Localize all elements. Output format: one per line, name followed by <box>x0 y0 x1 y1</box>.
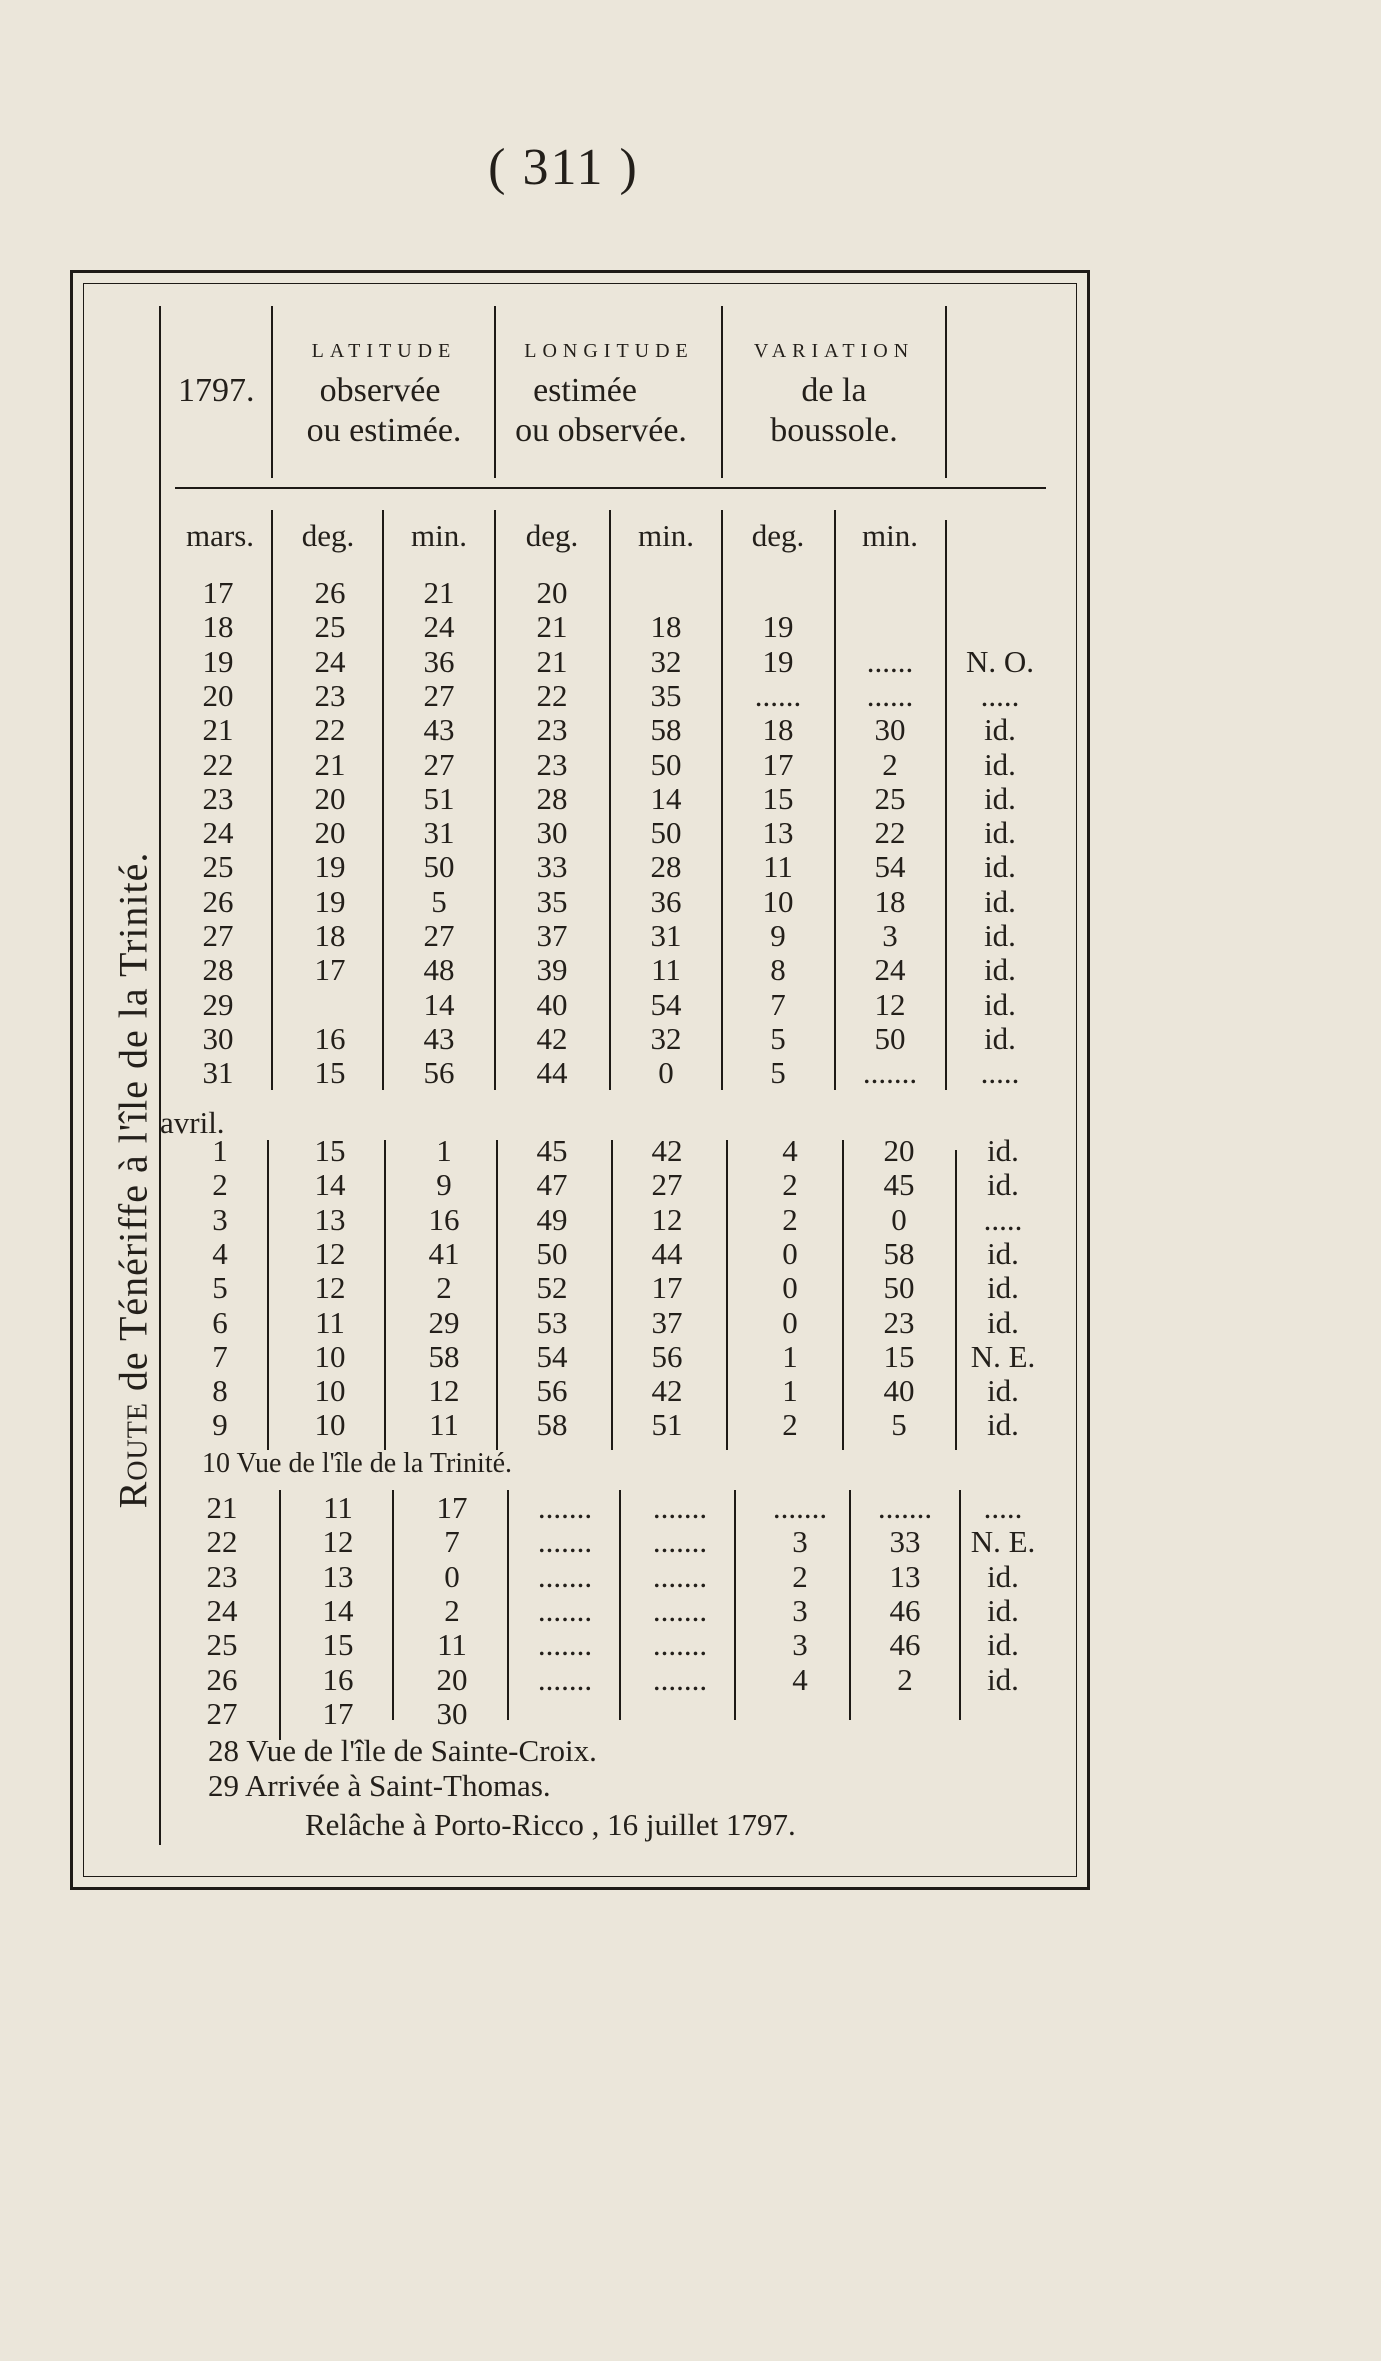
table-cell: 22 <box>874 815 906 851</box>
table-cell: 33 <box>889 1524 921 1560</box>
table-cell: 21 <box>206 1490 238 1525</box>
table-cell: 24 <box>314 643 346 679</box>
table-cell: 18 <box>314 918 346 953</box>
table-cell: id. <box>987 1627 1019 1663</box>
table-cell: 30 <box>874 712 906 748</box>
note-saint-thomas: 29 Arrivée à Saint-Thomas. <box>208 1768 551 1803</box>
table-cell: 15 <box>883 1338 915 1374</box>
table-cell: 4 <box>792 1661 808 1697</box>
table-cell: 53 <box>536 1304 568 1340</box>
year-header: 1797. <box>178 372 255 409</box>
table-cell: 3 <box>212 1201 228 1237</box>
table-cell: 9 <box>770 918 786 953</box>
table-cell: 2 <box>444 1592 460 1628</box>
table-cell: 50 <box>536 1235 568 1271</box>
latitude-header-line3: ou estimée. <box>306 412 462 449</box>
unit-deg-latitude: deg. <box>301 518 355 553</box>
table-cell: 14 <box>314 1167 346 1203</box>
table-cell: 5 <box>770 1020 786 1056</box>
table-cell: 6 <box>212 1304 228 1340</box>
longitude-header-line2: estimée <box>533 372 637 409</box>
table-cell: 22 <box>536 677 568 713</box>
table-cell: 47 <box>536 1167 568 1203</box>
table-cell: 8 <box>212 1373 228 1409</box>
table-cell: 13 <box>322 1558 354 1594</box>
table-cell: ....... <box>877 1490 933 1525</box>
table-cell: 14 <box>423 986 455 1022</box>
table-cell: 17 <box>314 952 346 988</box>
table-cell: 1 <box>212 1133 228 1168</box>
table-cell: ...... <box>866 643 914 679</box>
table-cell: 51 <box>651 1407 683 1443</box>
page-number: ( 311 ) <box>488 139 639 196</box>
table-cell: 23 <box>536 712 568 748</box>
table-cell: 13 <box>762 815 794 851</box>
table-cell: 21 <box>423 575 455 610</box>
table-cell: 10 <box>762 883 794 919</box>
table-cell: 5 <box>212 1270 228 1306</box>
table-cell: 30 <box>536 815 568 851</box>
table-cell: 44 <box>536 1055 568 1091</box>
table-cell: id. <box>984 746 1016 782</box>
table-cell: id. <box>984 986 1016 1022</box>
table-cell: 21 <box>536 609 568 645</box>
table-cell: ....... <box>652 1490 708 1525</box>
table-cell: 10 <box>314 1407 346 1443</box>
table-cell: 10 <box>314 1338 346 1374</box>
table-cell: 45 <box>883 1167 915 1203</box>
table-cell: ....... <box>537 1524 593 1560</box>
table-cell: 20 <box>202 677 234 713</box>
route-side-title <box>110 852 157 1509</box>
table-cell: 0 <box>444 1558 460 1594</box>
table-cell: 4 <box>212 1235 228 1271</box>
table-cell: ....... <box>652 1627 708 1663</box>
table-cell: id. <box>987 1270 1019 1306</box>
table-cell: 20 <box>883 1133 915 1168</box>
table-cell: 27 <box>423 677 455 713</box>
table-cell: 37 <box>651 1304 683 1340</box>
table-cell: ....... <box>537 1490 593 1525</box>
table-cell: id. <box>987 1304 1019 1340</box>
table-cell: 58 <box>428 1338 460 1374</box>
table-cell: 48 <box>423 952 455 988</box>
table-cell: id. <box>984 712 1016 748</box>
table-cell: 4 <box>782 1133 798 1168</box>
table-cell: 7 <box>770 986 786 1022</box>
table-cell: 20 <box>436 1661 468 1697</box>
table-cell: 16 <box>428 1201 460 1237</box>
table-cell: 11 <box>429 1407 459 1443</box>
table-cell: ...... <box>754 677 802 713</box>
table-cell: 23 <box>314 677 346 713</box>
table-cell: 1 <box>782 1338 798 1374</box>
table-cell: 21 <box>536 643 568 679</box>
table-cell: 32 <box>650 1020 682 1056</box>
table-cell: id. <box>984 1020 1016 1056</box>
table-cell: 7 <box>444 1524 460 1560</box>
table-cell: id. <box>984 952 1016 988</box>
table-cell: 44 <box>651 1235 683 1271</box>
table-cell: 52 <box>536 1270 568 1306</box>
table-cell: ....... <box>537 1661 593 1697</box>
latitude-header-line2: observée <box>319 372 441 409</box>
variation-header-line3: boussole. <box>770 412 898 449</box>
table-cell: 27 <box>202 918 234 953</box>
table-cell: N. E. <box>970 1338 1036 1374</box>
table-cell: ....... <box>652 1661 708 1697</box>
note-sainte-croix: 28 Vue de l'île de Sainte-Croix. <box>208 1733 597 1768</box>
table-cell: id. <box>984 918 1016 953</box>
table-cell: 12 <box>874 986 906 1022</box>
table-cell: 8 <box>770 952 786 988</box>
table-cell: id. <box>987 1373 1019 1409</box>
table-cell: 56 <box>536 1373 568 1409</box>
table-cell: 17 <box>202 575 234 610</box>
table-cell: 33 <box>536 849 568 885</box>
table-cell: 56 <box>423 1055 455 1091</box>
table-cell: 19 <box>762 609 794 645</box>
table-cell: 50 <box>423 849 455 885</box>
table-cell: 14 <box>322 1592 354 1628</box>
table-cell: 45 <box>536 1133 568 1168</box>
table-cell: 54 <box>536 1338 568 1374</box>
table-cell: 0 <box>891 1201 907 1237</box>
table-cell: 36 <box>423 643 455 679</box>
table-cell: 25 <box>874 780 906 816</box>
table-cell: 29 <box>202 986 234 1022</box>
table-cell: 1 <box>436 1133 452 1168</box>
table-cell: 3 <box>792 1592 808 1628</box>
table-cell: ..... <box>983 1490 1023 1525</box>
table-cell: ....... <box>652 1592 708 1628</box>
unit-deg-longitude: deg. <box>525 518 579 553</box>
table-cell: 49 <box>536 1201 568 1237</box>
table-cell: ..... <box>980 1055 1020 1091</box>
table-cell: 20 <box>314 780 346 816</box>
variation-header-title: VARIATION <box>753 340 915 362</box>
table-cell: 42 <box>536 1020 568 1056</box>
table-cell: 3 <box>792 1627 808 1663</box>
month-label-avril: avril. <box>160 1105 225 1140</box>
table-cell: 19 <box>762 643 794 679</box>
table-cell: id. <box>984 849 1016 885</box>
table-cell: 15 <box>322 1627 354 1663</box>
table-cell: 56 <box>651 1338 683 1374</box>
table-cell: 46 <box>889 1627 921 1663</box>
table-cell: id. <box>987 1133 1019 1168</box>
table-cell: 0 <box>658 1055 674 1091</box>
table-cell: 42 <box>651 1133 683 1168</box>
table-cell: 27 <box>651 1167 683 1203</box>
table-cell: 15 <box>314 1055 346 1091</box>
table-cell: 21 <box>202 712 234 748</box>
table-cell: 18 <box>202 609 234 645</box>
route-side-title-rest: de Ténériffe à l'île de la Trinité. <box>110 851 156 1403</box>
table-cell: 23 <box>883 1304 915 1340</box>
table-cell: ..... <box>980 677 1020 713</box>
table-cell: 30 <box>202 1020 234 1056</box>
table-cell: 58 <box>650 712 682 748</box>
table-cell: 23 <box>202 780 234 816</box>
table-cell: 20 <box>314 815 346 851</box>
table-cell: 41 <box>428 1235 460 1271</box>
table-cell: 5 <box>431 883 447 919</box>
longitude-header-line3: ou observée. <box>515 412 687 449</box>
table-cell: 12 <box>651 1201 683 1237</box>
table-cell: ....... <box>537 1627 593 1663</box>
table-cell: 13 <box>314 1201 346 1237</box>
table-cell: id. <box>987 1558 1019 1594</box>
table-cell: ...... <box>866 677 914 713</box>
footer-relache: Relâche à Porto-Ricco , 16 juillet 1797. <box>305 1807 796 1842</box>
table-cell: 35 <box>536 883 568 919</box>
table-cell: 17 <box>651 1270 683 1306</box>
table-cell: 28 <box>650 849 682 885</box>
table-cell: 28 <box>536 780 568 816</box>
table-cell: id. <box>984 883 1016 919</box>
table-cell: 3 <box>792 1524 808 1560</box>
table-cell: 26 <box>206 1661 238 1697</box>
table-cell: 23 <box>536 746 568 782</box>
table-cell: 35 <box>650 677 682 713</box>
table-cell: 25 <box>314 609 346 645</box>
table-cell: 17 <box>322 1695 354 1731</box>
table-cell: 50 <box>650 815 682 851</box>
table-cell: 29 <box>428 1304 460 1340</box>
table-cell: ....... <box>862 1055 918 1091</box>
table-cell: 11 <box>437 1627 467 1663</box>
table-cell: 2 <box>212 1167 228 1203</box>
table-cell: 26 <box>314 575 346 610</box>
table-cell: ....... <box>652 1524 708 1560</box>
table-cell: 5 <box>891 1407 907 1443</box>
table-cell: 0 <box>782 1270 798 1306</box>
table-cell: 17 <box>762 746 794 782</box>
table-cell: id. <box>987 1235 1019 1271</box>
table-cell: id. <box>987 1592 1019 1628</box>
table-cell: 11 <box>315 1304 345 1340</box>
table-cell: 13 <box>889 1558 921 1594</box>
table-cell: 24 <box>874 952 906 988</box>
table-cell: 51 <box>423 780 455 816</box>
table-cell: id. <box>987 1661 1019 1697</box>
table-cell: N. O. <box>965 643 1035 679</box>
unit-deg-variation: deg. <box>751 518 805 553</box>
table-cell: 39 <box>536 952 568 988</box>
table-cell: 15 <box>314 1133 346 1168</box>
table-cell: 22 <box>206 1524 238 1560</box>
table-cell: 19 <box>314 883 346 919</box>
table-cell: 2 <box>782 1167 798 1203</box>
table-cell: 25 <box>206 1627 238 1663</box>
month-label-mars: mars. <box>185 518 255 553</box>
table-cell: 0 <box>782 1235 798 1271</box>
table-cell: 2 <box>882 746 898 782</box>
table-cell: 40 <box>536 986 568 1022</box>
table-cell: 18 <box>650 609 682 645</box>
table-cell: 54 <box>874 849 906 885</box>
table-cell: 31 <box>202 1055 234 1091</box>
table-cell: 27 <box>423 746 455 782</box>
table-cell: 18 <box>874 883 906 919</box>
unit-min-variation: min. <box>862 518 918 553</box>
table-cell: 16 <box>322 1661 354 1697</box>
table-cell: 40 <box>883 1373 915 1409</box>
table-cell: 5 <box>770 1055 786 1091</box>
table-cell: 54 <box>650 986 682 1022</box>
table-cell: 25 <box>202 849 234 885</box>
table-cell: 9 <box>212 1407 228 1443</box>
table-cell: 43 <box>423 1020 455 1056</box>
table-cell: 46 <box>889 1592 921 1628</box>
table-cell: 36 <box>650 883 682 919</box>
table-cell: 2 <box>782 1407 798 1443</box>
table-cell: 24 <box>423 609 455 645</box>
table-cell: 12 <box>314 1270 346 1306</box>
table-cell: 12 <box>314 1235 346 1271</box>
unit-min-latitude: min. <box>411 518 467 553</box>
table-cell: 21 <box>314 746 346 782</box>
table-cell: 18 <box>762 712 794 748</box>
table-cell: 58 <box>536 1407 568 1443</box>
table-cell: id. <box>987 1167 1019 1203</box>
table-cell: 27 <box>206 1695 238 1731</box>
table-cell: 23 <box>206 1558 238 1594</box>
table-cell: 2 <box>792 1558 808 1594</box>
table-cell: N. E. <box>970 1524 1036 1560</box>
table-cell: 27 <box>423 918 455 953</box>
table-cell: 58 <box>883 1235 915 1271</box>
table-cell: 50 <box>883 1270 915 1306</box>
table-cell: ....... <box>537 1592 593 1628</box>
table-cell: 14 <box>650 780 682 816</box>
latitude-header-title: LATITUDE <box>311 340 457 362</box>
table-cell: 24 <box>206 1592 238 1628</box>
table-cell: 32 <box>650 643 682 679</box>
table-cell: 0 <box>782 1304 798 1340</box>
note-trinite: 10 Vue de l'île de la Trinité. <box>202 1448 513 1479</box>
table-cell: 12 <box>322 1524 354 1560</box>
variation-header-line2: de la <box>801 372 867 409</box>
table-cell: 22 <box>314 712 346 748</box>
table-cell: 26 <box>202 883 234 919</box>
table-cell: 10 <box>314 1373 346 1409</box>
table-cell: 3 <box>882 918 898 953</box>
table-cell: 28 <box>202 952 234 988</box>
table-cell: 22 <box>202 746 234 782</box>
table-cell: 17 <box>436 1490 468 1525</box>
table-cell: 50 <box>650 746 682 782</box>
table-cell: ..... <box>983 1201 1023 1237</box>
table-cell: 2 <box>782 1201 798 1237</box>
table-cell: 43 <box>423 712 455 748</box>
unit-min-longitude: min. <box>638 518 694 553</box>
table-cell: 30 <box>436 1695 468 1731</box>
table-cell: 16 <box>314 1020 346 1056</box>
table-cell: 42 <box>651 1373 683 1409</box>
table-cell: id. <box>984 815 1016 851</box>
table-cell: 37 <box>536 918 568 953</box>
longitude-header-title: LONGITUDE <box>524 340 694 362</box>
table-cell: id. <box>984 780 1016 816</box>
table-cell: 7 <box>212 1338 228 1374</box>
table-cell: 19 <box>202 643 234 679</box>
table-cell: 15 <box>762 780 794 816</box>
table-cell: 19 <box>314 849 346 885</box>
table-cell: 11 <box>763 849 793 885</box>
route-side-title-prefix: Route <box>110 1402 156 1509</box>
table-cell: 24 <box>202 815 234 851</box>
table-cell: 2 <box>436 1270 452 1306</box>
table-cell: 2 <box>897 1661 913 1697</box>
table-cell: 11 <box>323 1490 353 1525</box>
table-cell: ....... <box>537 1558 593 1594</box>
table-cell: ....... <box>772 1490 828 1525</box>
table-cell: 31 <box>423 815 455 851</box>
table-cell: ....... <box>652 1558 708 1594</box>
table-cell: 9 <box>436 1167 452 1203</box>
table-cell: 50 <box>874 1020 906 1056</box>
table-cell: 11 <box>651 952 681 988</box>
table-cell: 12 <box>428 1373 460 1409</box>
table-cell: 20 <box>536 575 568 610</box>
table-cell: 1 <box>782 1373 798 1409</box>
table-cell: id. <box>987 1407 1019 1443</box>
table-cell: 31 <box>650 918 682 953</box>
